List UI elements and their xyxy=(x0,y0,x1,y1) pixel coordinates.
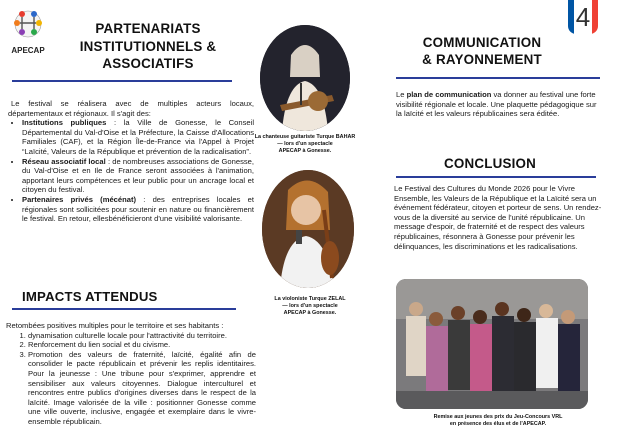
list-item: 1. dynamisation culturelle locale pour l'attractivité du territoire. xyxy=(28,331,256,341)
impacts-rule xyxy=(12,308,236,310)
partenariats-list xyxy=(8,118,254,224)
impacts-title: IMPACTS ATTENDUS xyxy=(22,289,158,304)
partenariats-body xyxy=(8,99,254,224)
conclusion-title: CONCLUSION xyxy=(443,156,536,171)
conclusion-rule xyxy=(396,176,596,178)
zelal-photo xyxy=(262,170,354,288)
communication-rule xyxy=(396,77,600,79)
conclusion-body: Le Festival des Cultures du Monde 2026 pour le Vivre Ensemble, les Valeurs de la République et la Laïcité sera un événement fédérateur, citoyen et porteur de sens. Un rendez-vous de la diversité au service de l'unité républicaine. Un message d'espoir, de fraternité et de respect des valeurs républicaines, résonnera à Gonesse pour prévenir les délinquances, les discriminations et les radicalisations. xyxy=(394,184,602,251)
page-number: 4 xyxy=(575,2,591,32)
apecap-logo xyxy=(6,4,50,56)
group-caption: Remise aux jeunes des prix du Jeu-Concours VRL en présence des élus et de l'APECAP. xyxy=(433,414,563,427)
zelal-caption: La violoniste Turque ZELAL — lors d'un spectacle APECAP à Gonesse. xyxy=(274,296,346,316)
partenariats-rule xyxy=(12,80,232,82)
group-photo xyxy=(396,279,588,409)
communication-body: Le plan de communication va donner au festival une forte visibilité régionale et locale. Une plaquette pédagogique sur la laïcité et les valeurs républicaines sera éditée. xyxy=(396,90,597,119)
partenariats-title: PARTENARIATS INSTITUTIONNELS & ASSOCIATIFS xyxy=(79,21,217,71)
bahar-caption: La chanteuse guitariste Turque BAHAR — lors d'un spectacle APECAP à Gonesse. xyxy=(254,134,356,154)
impacts-list xyxy=(6,331,256,427)
list-item: • Institutions publiques : la Ville de Gonesse, le Conseil Départemental du Val-d'Oise et la Préfecture, la Caisse d'Allocations Familiales (CAF), et la Région Île-de-France via l'Appel à Projet “Laïcité, Valeurs de la République et prévention de la radicalisation”. xyxy=(22,118,254,156)
impacts-intro: Retombées positives multiples pour le territoire et ses habitants : xyxy=(6,321,224,330)
list-item: • Réseau associatif local : de nombreuses associations de Gonesse, du Val-d'Oise et en Ile de France seront associées à l'animation, apportant leurs compétences et leur public pour un ancrage local et citoyen du festival. xyxy=(22,157,254,195)
bahar-photo xyxy=(260,25,350,131)
communication-title: COMMUNICATION & RAYONNEMENT xyxy=(422,35,542,67)
partenariats-intro: Le festival se réalisera avec de multiples acteurs locaux, départementaux et régionaux. Il s'agit des: xyxy=(8,99,254,118)
page-number-badge xyxy=(568,0,598,34)
logo-text: APECAP xyxy=(11,46,45,55)
list-item: 3. Promotion des valeurs de fraternité, laïcité, égalité afin de consolider le pacte républicain et prévenir les replis identitaires. Pour la jeunesse : Une tribune pour s'exprimer, apprendre et sensibiliser aux valeurs citoyennes. Dialogue interculturel et rencontres entre publics d'origines diverses dans le respect de la laïcité. Image valorisée de la ville : positionner Gonesse comme une ville ouverte, inclusive, engagée et exemplaire dans le vivre-ensemble républicain. xyxy=(28,350,256,427)
impacts-body xyxy=(6,321,256,427)
list-item: 2. Renforcement du lien social et du civisme. xyxy=(28,340,256,350)
logo-emblem-icon xyxy=(6,4,50,48)
list-item: • Partenaires privés (mécénat) : des entreprises locales et régionales sont sollicitées pour soutenir en nature ou financièrement le festival. En retour, ellesbénéficieront d'une visibilité valorisante. xyxy=(22,195,254,224)
